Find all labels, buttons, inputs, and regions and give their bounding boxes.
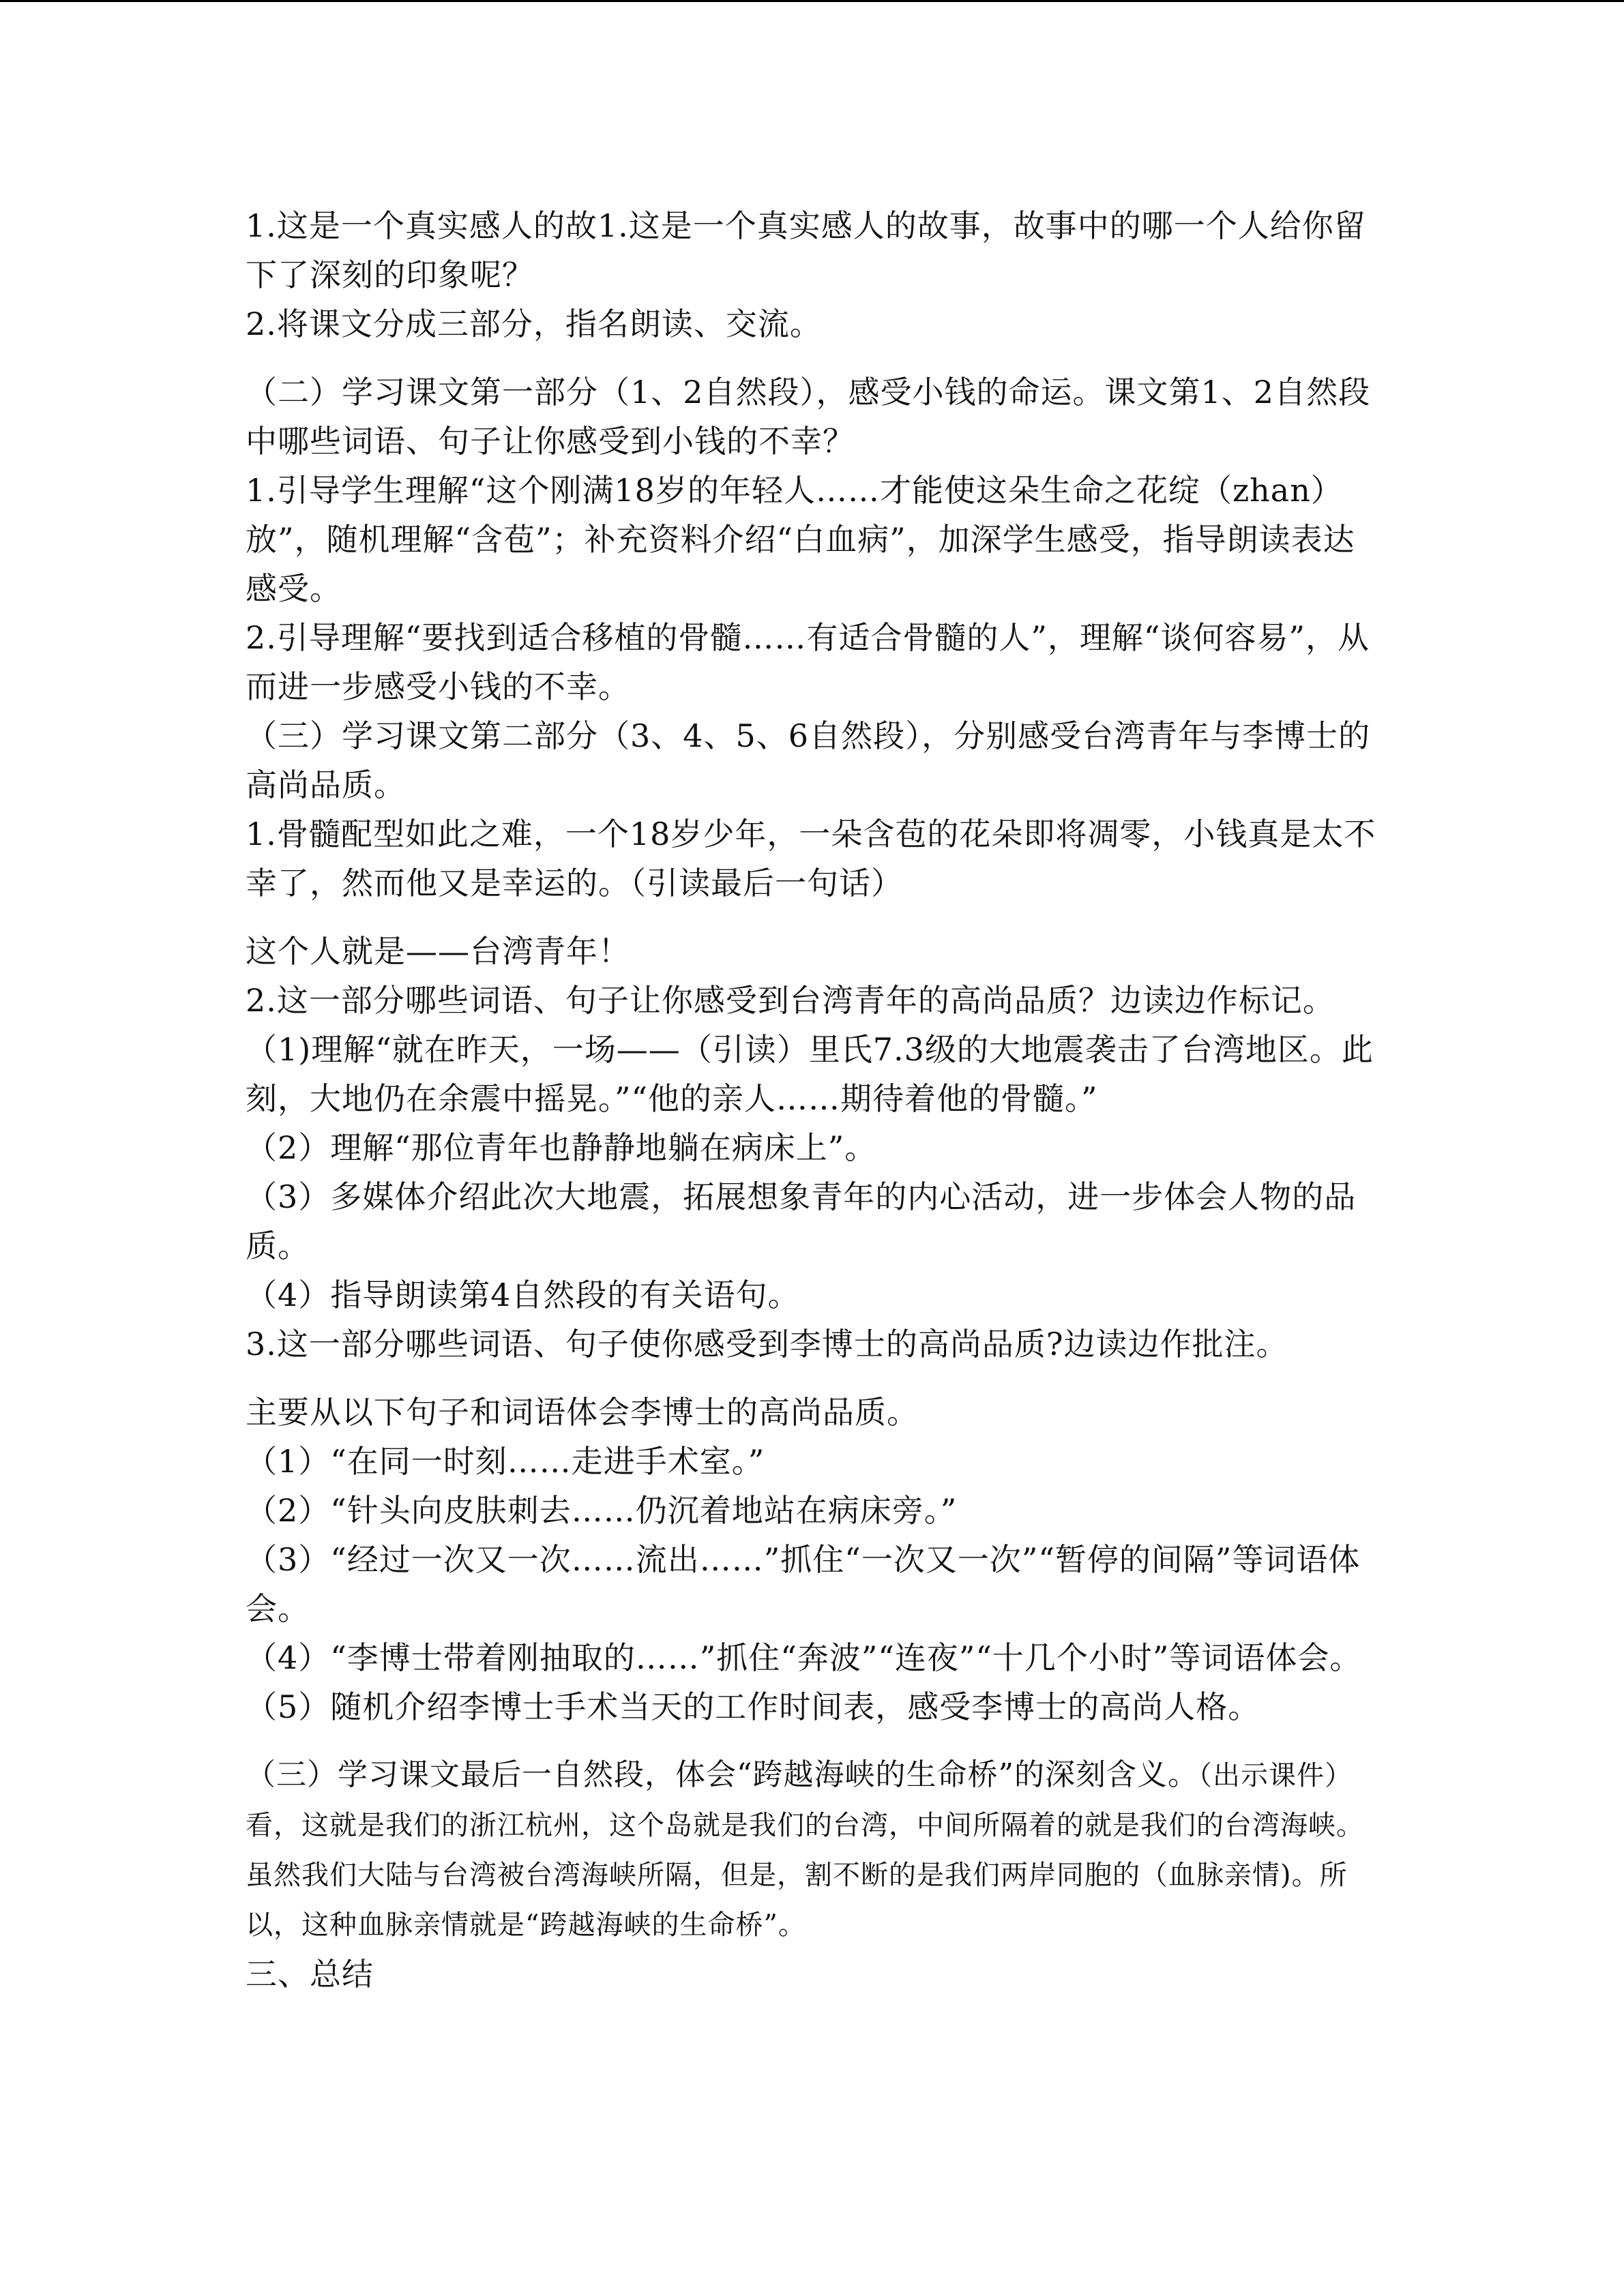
paragraph-1: 1.这是一个真实感人的故1.这是一个真实感人的故事，故事中的哪一个人给你留下了深刻的印象呢？ — [246, 207, 1366, 293]
paragraph-21-body: （出示课件）看，这就是我们的浙江杭州，这个岛就是我们的台湾，中间所隔着的就是我们的台湾海峡。虽然我们大陆与台湾被台湾海峡所隔，但是，割不断的是我们两岸同胞的（血脉亲情)。所以，这种血脉亲情就是“跨越海峡的生命桥”。 — [246, 1760, 1364, 1941]
spacer — [246, 1369, 1378, 1388]
paragraph-21 — [246, 1750, 1378, 1950]
paragraph-3: （二）学习课文第一部分（1、2自然段），感受小钱的命运。课文第1、2自然段中哪些词语、句子让你感受到小钱的不幸？ — [246, 374, 1371, 460]
spacer — [246, 908, 1378, 927]
paragraph-18: （3）“经过一次又一次……流出……”抓住“一次又一次”“暂停的间隔”等词语体会。 — [246, 1541, 1361, 1627]
paragraph-16: （1）“在同一时刻……走进手术室。” — [246, 1443, 765, 1480]
paragraph-15: 主要从以下句子和词语体会李博士的高尚品质。 — [246, 1394, 919, 1431]
paragraph-5: 2.引导理解“要找到适合移植的骨髓……有适合骨髓的人”，理解“谈何容易”，从而进一步感受小钱的不幸。 — [246, 619, 1370, 705]
paragraph-9: 2.这一部分哪些词语、句子让你感受到台湾青年的高尚品质？边读边作标记。 — [246, 982, 1335, 1019]
paragraph-11: （2）理解“那位青年也静静地躺在病床上”。 — [246, 1129, 877, 1166]
paragraph-21-heading: （三）学习课文最后一自然段，体会“跨越海峡的生命桥”的深刻含义。 — [246, 1757, 1198, 1792]
paragraph-22: 三、总结 — [246, 1956, 374, 1993]
paragraph-17: （2）“针头向皮肤刺去……仍沉着地站在病床旁。” — [246, 1492, 958, 1529]
paragraph-10: （1)理解“就在昨天，一场——（引读）里氏7.3级的大地震袭击了台湾地区。此刻，大地仍在余震中摇晃。”“他的亲人……期待着他的骨髓。” — [246, 1031, 1374, 1117]
paragraph-8: 这个人就是——台湾青年！ — [246, 933, 630, 970]
paragraph-20: （5）随机介绍李博士手术当天的工作时间表，感受李博士的高尚人格。 — [246, 1688, 1260, 1725]
paragraph-7: 1.骨髓配型如此之难，一个18岁少年，一朵含苞的花朵即将凋零，小钱真是太不幸了，然而他又是幸运的。（引读最后一句话） — [246, 816, 1376, 901]
paragraph-2: 2.将课文分成三部分，指名朗读、交流。 — [246, 305, 822, 342]
paragraph-4: 1.引导学生理解“这个刚满18岁的年轻人……才能使这朵生命之花绽（zhan）放”，随机理解“含苞”；补充资料介绍“白血病”，加深学生感受，指导朗读表达感受。 — [246, 472, 1355, 607]
paragraph-14: 3.这一部分哪些词语、句子使你感受到李博士的高尚品质?边读边作批注。 — [246, 1326, 1288, 1362]
spacer — [246, 1731, 1378, 1750]
paragraph-12: （3）多媒体介绍此次大地震，拓展想象青年的内心活动，进一步体会人物的品质。 — [246, 1178, 1357, 1264]
paragraph-19: （4）“李博士带着刚抽取的……”抓住“奔波”“连夜”“十几个小时”等词语体会。 — [246, 1639, 1362, 1676]
document-body — [246, 201, 1378, 1999]
paragraph-13: （4）指导朗读第4自然段的有关语句。 — [246, 1277, 800, 1313]
paragraph-6: （三）学习课文第二部分（3、4、5、6自然段），分别感受台湾青年与李博士的高尚品质。 — [246, 717, 1371, 803]
spacer — [246, 348, 1378, 368]
